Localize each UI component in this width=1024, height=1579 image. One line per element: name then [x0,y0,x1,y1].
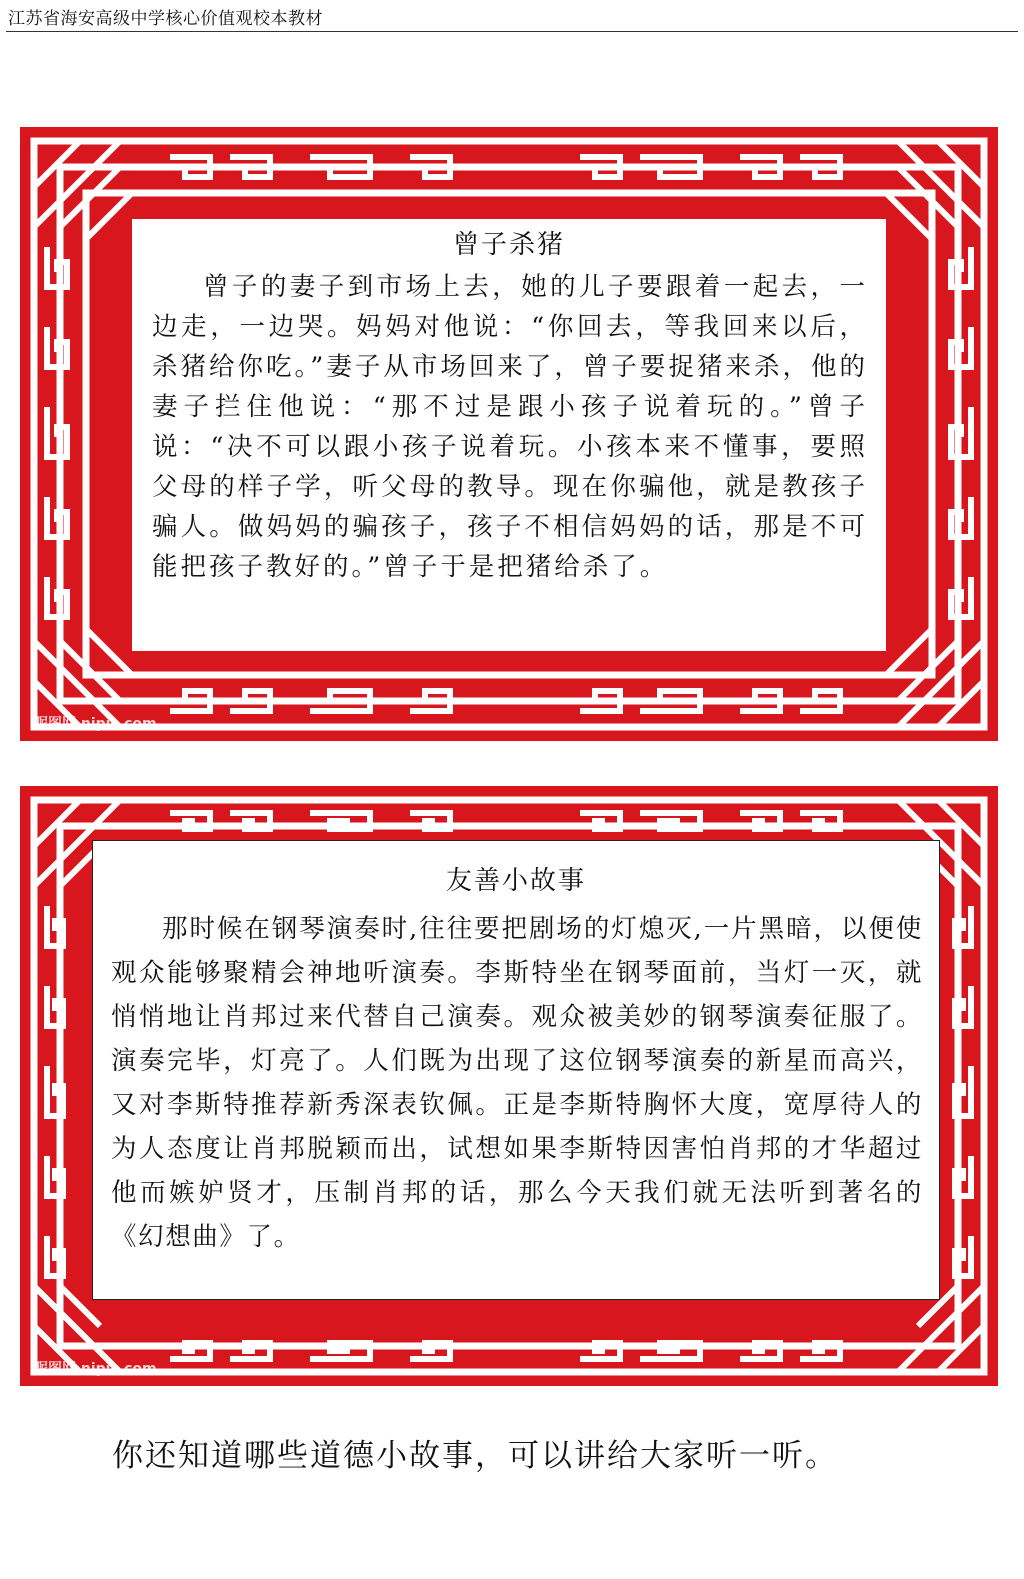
story-body: 那时候在钢琴演奏时,往往要把剧场的灯熄灭,一片黑暗，以便使观众能够聚精会神地听演奏。李斯特坐在钢琴面前，当灯一灭，就悄悄地让肖邦过来代替自己演奏。观众被美妙的钢琴演奏征服了。演奏完毕，灯亮了。人们既为出现了这位钢琴演奏的新星而高兴，又对李斯特推荐新秀深表钦佩。正是李斯特胸怀大度，宽厚待人的为人态度让肖邦脱颖而出，试想如果李斯特因害怕肖邦的才华超过他而嫉妒贤才，压制肖邦的话，那么今天我们就无法听到著名的《幻想曲》了。 [111,914,923,1252]
closing-question: 你还知道哪些道德小故事，可以讲给大家听一听。 [112,1438,838,1474]
header-divider [6,31,1018,32]
story-body: 曾子的妻子到市场上去，她的儿子要跟着一起去，一边走，一边哭。妈妈对他说：“你回去，等我回来以后，杀猪给你吃。”妻子从市场回来了，曾子要捉猪来杀，他的妻子拦住他说：“那不过是跟小孩子说着玩的。”曾子说：“决不可以跟小孩子说着玩。小孩本来不懂事，要照父母的样子学，听父母的教导。现在你骗他，就是教孩子骗人。做妈妈的骗孩子，孩子不相信妈妈的话，那是不可能把孩子教好的。”曾子于是把猪给杀了。 [152,272,868,582]
story-title: 友善小故事 [445,866,586,896]
watermark-text: 昵图网 nipic.com [34,716,157,732]
story-frame-2 [20,786,998,1386]
story-title: 曾子杀猪 [452,230,565,260]
story-panel-1 [132,219,886,651]
story-frame-1 [20,127,998,741]
page-header: 江苏省海安高级中学核心价值观校本教材 [8,9,323,29]
watermark-text: 昵图网 nipic.com [34,1361,157,1377]
story-panel-2 [92,840,940,1300]
